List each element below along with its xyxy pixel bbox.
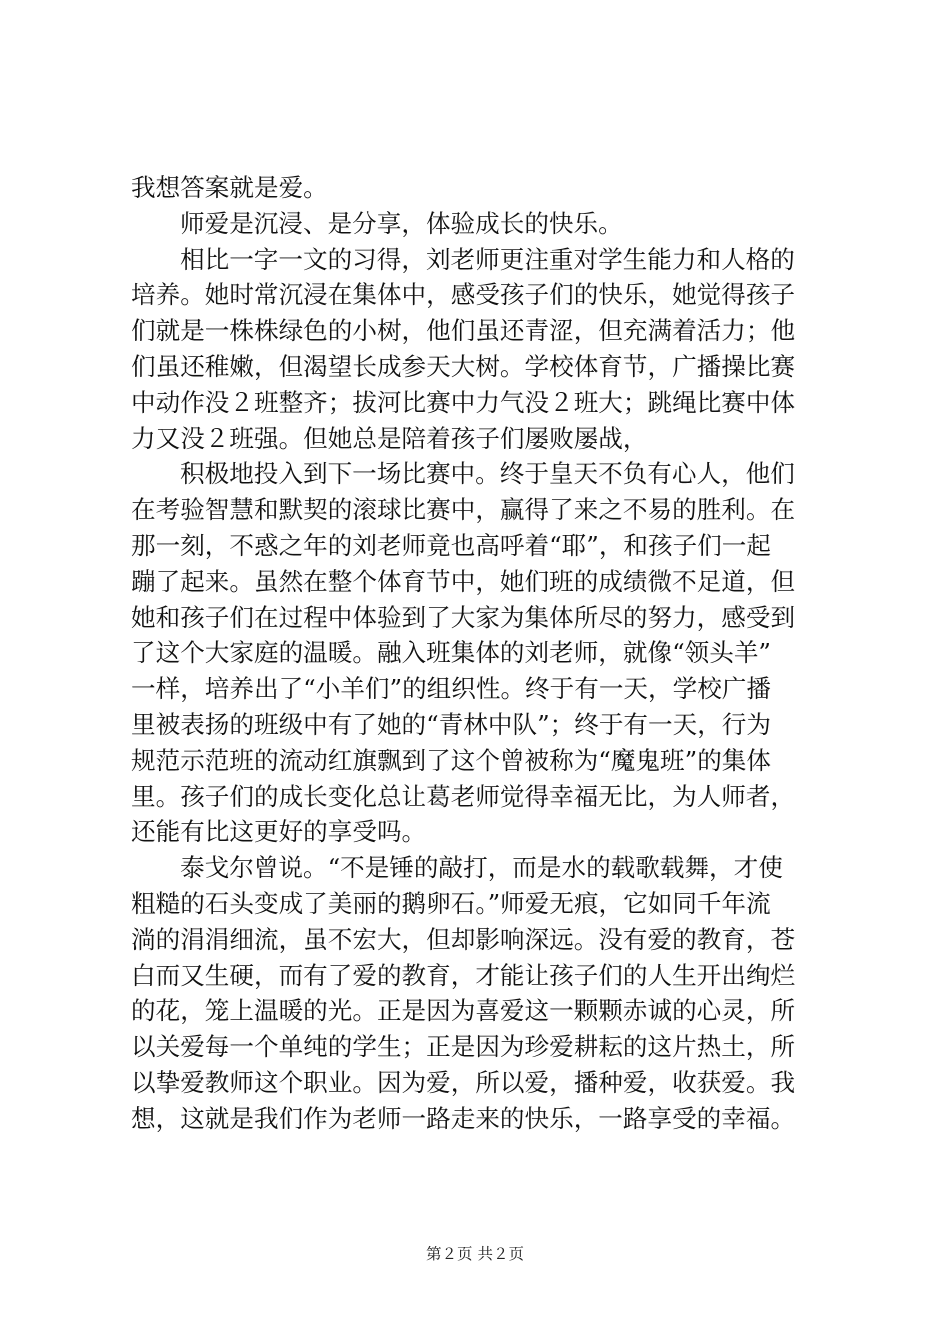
text-line: 蹦了起来。虽然在整个体育节中，她们班的成绩微不足道，但	[131, 566, 796, 596]
text-line: 白而又生硬，而有了爱的教育，才能让孩子们的人生开出绚烂	[131, 960, 796, 990]
page-number-footer: 第２页 共２页	[426, 1245, 524, 1263]
text-line: 她和孩子们在过程中体验到了大家为集体所尽的努力，感受到	[131, 602, 796, 632]
text-line: 想，这就是我们作为老师一路走来的快乐，一路享受的幸福。	[131, 1103, 796, 1133]
text-line: 粗糙的石头变成了美丽的鹅卵石。”师爱无痕，它如同千年流	[131, 888, 771, 918]
text-line: 在考验智慧和默契的滚球比赛中，赢得了来之不易的胜利。在	[131, 495, 796, 525]
paragraph-start-line: 泰戈尔曾说。“不是锤的敲打，而是水的载歌载舞，才使	[180, 853, 783, 883]
text-line: 里被表扬的班级中有了她的“青林中队”；终于有一天，行为	[131, 709, 771, 739]
text-line: 中动作没２班整齐；拔河比赛中力气没２班大；跳绳比赛中体	[131, 387, 796, 417]
text-line: 一样，培养出了“小羊们”的组织性。终于有一天，学校广播	[131, 674, 771, 704]
text-line: 了这个大家庭的温暖。融入班集体的刘老师，就像“领头羊”	[131, 638, 771, 668]
text-line: 那一刻，不惑之年的刘老师竟也高呼着“耶”，和孩子们一起	[131, 530, 771, 560]
text-line: 我想答案就是爱。	[131, 173, 328, 202]
text-line: 里。孩子们的成长变化总让葛老师觉得幸福无比，为人师者，	[131, 781, 796, 811]
paragraph-start-line: 师爱是沉浸、是分享，体验成长的快乐。	[180, 208, 623, 238]
paragraph-start-line: 积极地投入到下一场比赛中。终于皇天不负有心人，他们	[180, 459, 795, 489]
text-line: 力又没２班强。但她总是陪着孩子们屡败屡战，	[131, 423, 648, 453]
body-text	[131, 170, 831, 1137]
paragraph-start-line: 相比一字一文的习得，刘老师更注重对学生能力和人格的	[180, 244, 795, 274]
text-line: 的花，笼上温暖的光。正是因为喜爱这一颗颗赤诚的心灵，所	[131, 996, 796, 1026]
text-line: 淌的涓涓细流，虽不宏大，但却影响深远。没有爱的教育，苍	[131, 924, 796, 954]
text-line: 以挚爱教师这个职业。因为爱，所以爱，播种爱，收获爱。我	[131, 1067, 796, 1097]
text-line: 们就是一株株绿色的小树，他们虽还青涩，但充满着活力；他	[131, 316, 796, 346]
text-line: 培养。她时常沉浸在集体中，感受孩子们的快乐，她觉得孩子	[131, 280, 796, 310]
text-line: 规范示范班的流动红旗飘到了这个曾被称为“魔鬼班”的集体	[131, 745, 771, 775]
text-line: 还能有比这更好的享受吗。	[131, 817, 427, 847]
text-line: 以关爱每一个单纯的学生；正是因为珍爱耕耘的这片热土，所	[131, 1032, 796, 1062]
text-line: 们虽还稚嫩，但渴望长成参天大树。学校体育节，广播操比赛	[131, 351, 796, 381]
